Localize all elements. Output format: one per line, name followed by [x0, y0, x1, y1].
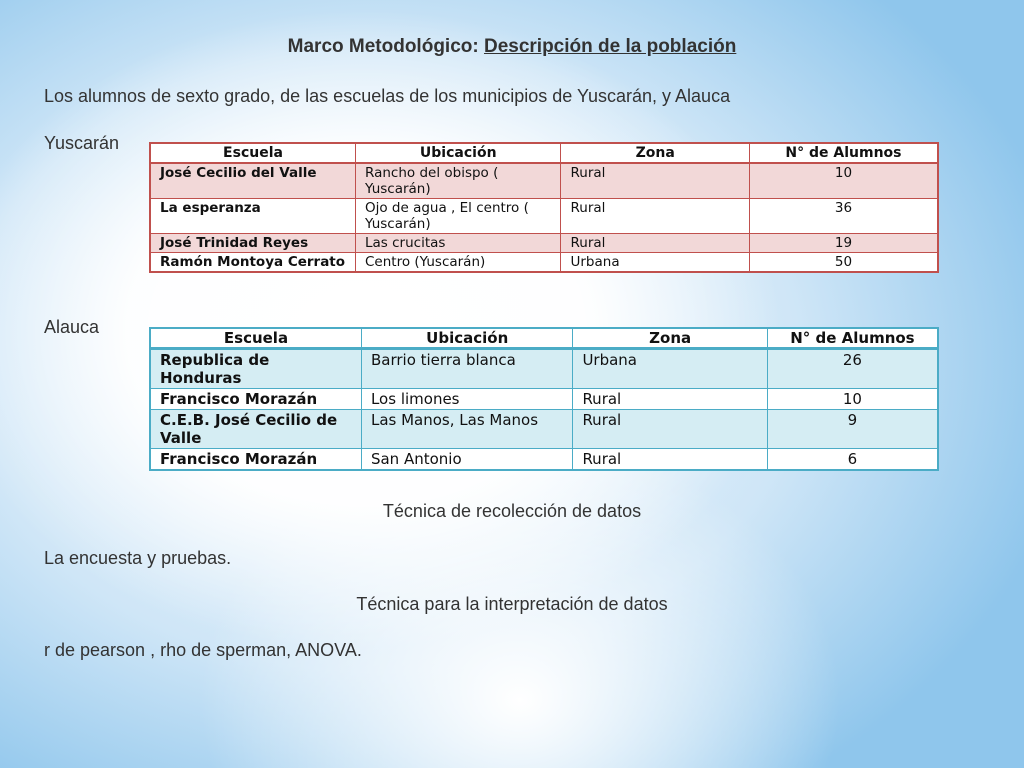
location-cell: San Antonio: [361, 449, 572, 471]
column-header: Zona: [561, 143, 749, 163]
location-cell: Las Manos, Las Manos: [361, 410, 572, 449]
title-underlined: Descripción de la población: [483, 36, 737, 57]
school-cell: C.E.B. José Cecilio de Valle: [150, 410, 361, 449]
column-header: Escuela: [150, 328, 361, 349]
column-header: Escuela: [150, 143, 356, 163]
table-row: [150, 389, 938, 410]
school-cell: Republica de Honduras: [150, 349, 361, 389]
zone-cell: Rural: [573, 449, 767, 471]
zone-cell: Rural: [561, 199, 749, 234]
school-cell: Ramón Montoya Cerrato: [150, 253, 356, 273]
table-header-row: [150, 328, 938, 349]
yuscaran-table: [149, 142, 939, 273]
location-cell: Los limones: [361, 389, 572, 410]
zone-cell: Rural: [561, 234, 749, 253]
column-header: Ubicación: [356, 143, 561, 163]
zone-cell: Urbana: [561, 253, 749, 273]
school-cell: José Trinidad Reyes: [150, 234, 356, 253]
students-cell: 9: [767, 410, 938, 449]
school-cell: Francisco Morazán: [150, 389, 361, 410]
table-row: [150, 349, 938, 389]
school-cell: Francisco Morazán: [150, 449, 361, 471]
alauca-label: Alauca: [44, 317, 100, 337]
table-row: [150, 449, 938, 471]
collection-technique-text: La encuesta y pruebas.: [44, 548, 232, 568]
students-cell: 10: [767, 389, 938, 410]
page-title: [0, 36, 1024, 58]
zone-cell: Rural: [561, 163, 749, 199]
interpretation-technique-heading: Técnica para la interpretación de datos: [356, 594, 668, 614]
table-header-row: [150, 143, 938, 163]
students-cell: 26: [767, 349, 938, 389]
column-header: Ubicación: [361, 328, 572, 349]
table-row: [150, 253, 938, 273]
collection-technique-heading: Técnica de recolección de datos: [382, 501, 642, 521]
location-cell: Centro (Yuscarán): [356, 253, 561, 273]
students-cell: 6: [767, 449, 938, 471]
table-row: [150, 234, 938, 253]
location-cell: Las crucitas: [356, 234, 561, 253]
table-row: [150, 163, 938, 199]
location-cell: Rancho del obispo ( Yuscarán): [356, 163, 561, 199]
title-prefix: Marco Metodológico:: [287, 36, 484, 57]
zone-cell: Rural: [573, 389, 767, 410]
table-row: [150, 199, 938, 234]
location-cell: Ojo de agua , El centro ( Yuscarán): [356, 199, 561, 234]
column-header: N° de Alumnos: [749, 143, 938, 163]
students-cell: 10: [749, 163, 938, 199]
column-header: Zona: [573, 328, 767, 349]
zone-cell: Rural: [573, 410, 767, 449]
alauca-table: [149, 327, 939, 471]
school-cell: José Cecilio del Valle: [150, 163, 356, 199]
students-cell: 19: [749, 234, 938, 253]
intro-text: Los alumnos de sexto grado, de las escuelas de los municipios de Yuscarán, y Alauca: [44, 86, 731, 106]
column-header: N° de Alumnos: [767, 328, 938, 349]
yuscaran-label: Yuscarán: [44, 133, 120, 153]
students-cell: 36: [749, 199, 938, 234]
interpretation-technique-text: r de pearson , rho de sperman, ANOVA.: [44, 640, 362, 660]
school-cell: La esperanza: [150, 199, 356, 234]
location-cell: Barrio tierra blanca: [361, 349, 572, 389]
zone-cell: Urbana: [573, 349, 767, 389]
table-row: [150, 410, 938, 449]
students-cell: 50: [749, 253, 938, 273]
